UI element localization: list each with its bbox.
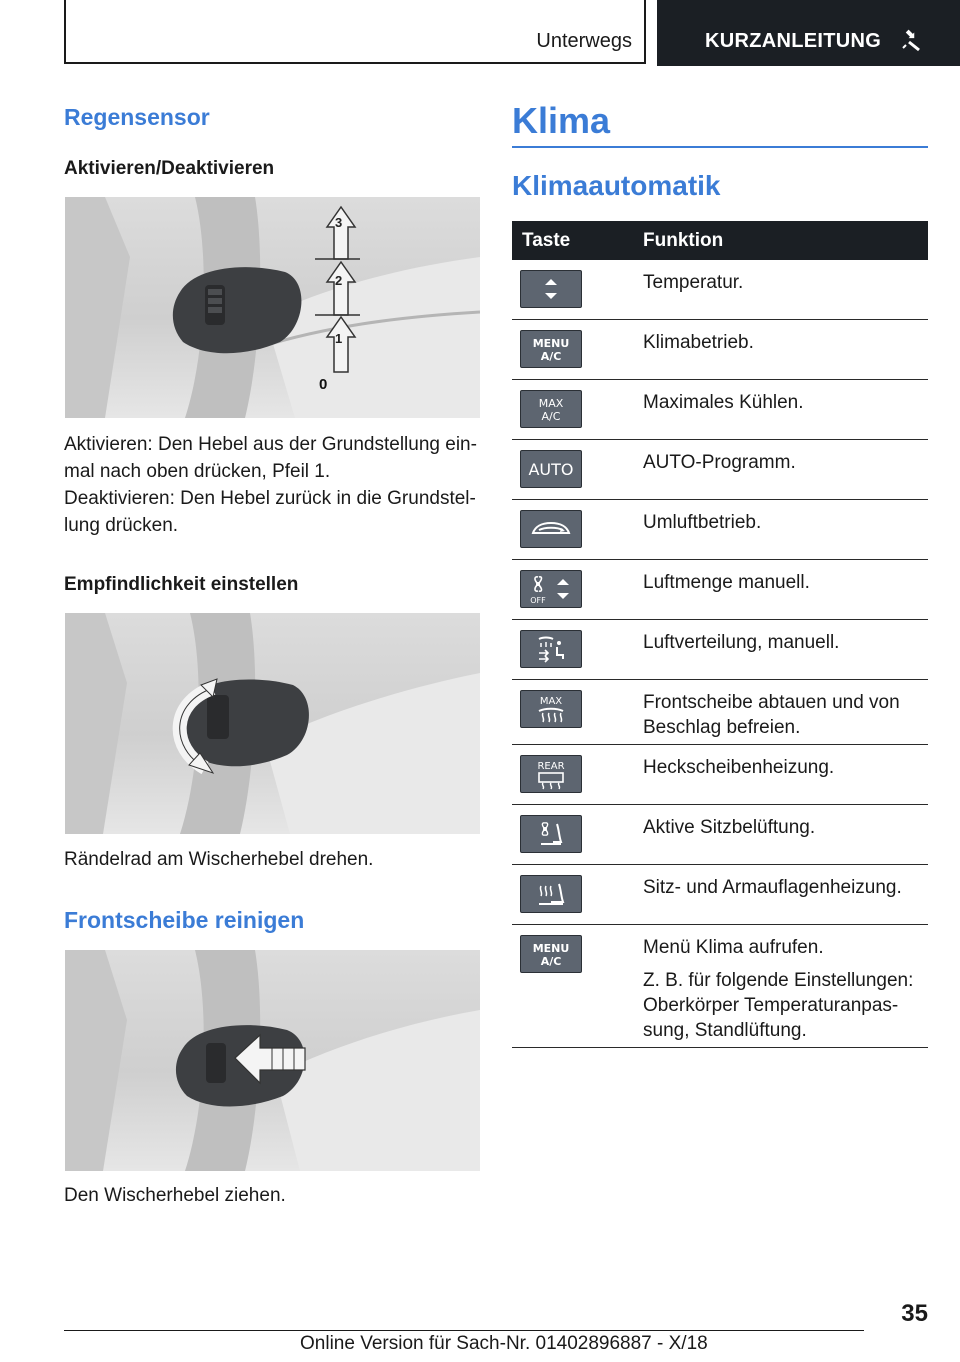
table-row xyxy=(512,865,928,925)
windshield-caption: Den Wischerhebel ziehen. xyxy=(64,1185,286,1206)
row-function-text: Luftmenge manuell. xyxy=(643,572,810,593)
table-row xyxy=(512,500,928,560)
klima-heading: Klima xyxy=(512,100,611,141)
recirculation-icon xyxy=(521,511,581,547)
svg-text:MENU: MENU xyxy=(532,337,570,350)
activate-paragraph-line-2: mal nach oben drücken, Pfeil 1. xyxy=(64,461,331,482)
deactivate-paragraph xyxy=(64,485,484,539)
svg-text:REAR: REAR xyxy=(537,761,565,772)
klimaautomatik-heading: Klimaautomatik xyxy=(512,170,721,201)
header-guide-title: KURZANLEITUNG xyxy=(705,30,882,52)
wiper-lever-photo-pull xyxy=(65,950,480,1171)
deactivate-paragraph-line-2: lung drücken. xyxy=(64,515,179,536)
climate-controls-table xyxy=(512,221,928,1048)
klima-heading-rule xyxy=(512,146,928,148)
figure-mark-0: 0 xyxy=(319,376,328,393)
table-row xyxy=(512,320,928,380)
table-row xyxy=(512,805,928,865)
footer-rule xyxy=(64,1330,864,1331)
svg-text:MENU: MENU xyxy=(532,942,570,955)
svg-text:A/C: A/C xyxy=(540,955,562,968)
table-row xyxy=(512,925,928,1048)
table-row xyxy=(512,440,928,500)
max-ac-button xyxy=(520,390,582,428)
temperature-button xyxy=(520,270,582,308)
svg-text:MAX: MAX xyxy=(538,397,564,410)
row-function-text: Menü Klima aufrufen. Z. B. für folgende Einstellungen: Oberkörper Temperaturanpas-sung, Standlüftung. xyxy=(643,937,914,1041)
row-function-text: Umluftbetrieb. xyxy=(643,512,762,533)
auto-button xyxy=(520,450,582,488)
sensitivity-subheading: Empfindlichkeit einstellen xyxy=(64,574,299,595)
rear-defrost-button xyxy=(520,755,582,793)
figure-mark-1: 1 xyxy=(335,331,343,346)
row-function-text: Maximales Kühlen. xyxy=(643,392,804,413)
fan-off-icon xyxy=(521,571,581,607)
row-function-text: Sitz- und Armauflagenheizung. xyxy=(643,877,902,898)
row-function-text: Heckscheibenheizung. xyxy=(643,757,835,778)
menu-ac-button xyxy=(520,330,582,368)
table-row xyxy=(512,380,928,440)
max-defrost-button xyxy=(520,690,582,728)
menu-ac-icon xyxy=(521,331,581,367)
table-row xyxy=(512,680,928,745)
header-guide-tab xyxy=(657,0,960,66)
seat-ventilation-icon xyxy=(521,816,581,852)
seat-heating-button xyxy=(520,875,582,913)
online-version-note: Online Version für Sach-Nr. 01402896887 - X/18 xyxy=(300,1333,708,1354)
auto-icon xyxy=(521,451,581,487)
row-function-text: Frontscheibe abtauen und von Beschlag befreien. xyxy=(643,692,900,738)
svg-text:MAX: MAX xyxy=(539,696,563,707)
column-header-function: Funktion xyxy=(643,230,724,251)
column-header-key: Taste xyxy=(522,230,571,251)
regensensor-heading: Regensensor xyxy=(64,104,210,130)
row-function-text: Luftverteilung, manuell. xyxy=(643,632,840,653)
row-function-text: Klimabetrieb. xyxy=(643,332,754,353)
svg-text:A/C: A/C xyxy=(541,410,561,423)
seat-heating-icon xyxy=(521,876,581,912)
figure-mark-3: 3 xyxy=(335,215,343,230)
table-row xyxy=(512,560,928,620)
row-function-text: Temperatur. xyxy=(643,272,744,293)
figure-mark-2: 2 xyxy=(335,273,343,288)
max-ac-icon xyxy=(521,391,581,427)
svg-text:OFF: OFF xyxy=(530,596,546,605)
activate-paragraph xyxy=(64,431,484,485)
air-distribution-button xyxy=(520,630,582,668)
fan-button xyxy=(520,570,582,608)
sensitivity-caption: Rändelrad am Wischerhebel drehen. xyxy=(64,849,374,870)
seat-ventilation-button xyxy=(520,815,582,853)
svg-text:AUTO: AUTO xyxy=(528,460,574,479)
row-function-text: AUTO-Programm. xyxy=(643,452,796,473)
wiper-lever-photo-activate xyxy=(65,197,480,418)
quick-guide-icon xyxy=(897,28,923,59)
deactivate-paragraph-line-1: Deaktivieren: Den Hebel zurück in die Grundstel- xyxy=(64,488,476,509)
header-section-title: Unterwegs xyxy=(536,30,632,52)
recirculation-button xyxy=(520,510,582,548)
table-row xyxy=(512,620,928,680)
table-row xyxy=(512,745,928,805)
row-function-text: Aktive Sitzbelüftung. xyxy=(643,817,816,838)
wiper-lever-photo-sensitivity xyxy=(65,613,480,834)
table-row xyxy=(512,260,928,320)
rear-defrost-icon xyxy=(521,756,581,792)
header-section-box xyxy=(64,0,646,64)
windshield-heading: Frontscheibe reinigen xyxy=(64,907,305,933)
menu-ac-button xyxy=(520,935,582,973)
table-header xyxy=(512,221,928,260)
svg-text:A/C: A/C xyxy=(540,350,562,363)
menu-ac-icon xyxy=(521,936,581,972)
max-defrost-icon xyxy=(521,691,581,727)
activate-paragraph-line-1: Aktivieren: Den Hebel aus der Grundstellung ein- xyxy=(64,434,477,455)
page-number: 35 xyxy=(901,1300,928,1327)
activate-subheading: Aktivieren/Deaktivieren xyxy=(64,158,275,179)
temperature-arrows-icon xyxy=(521,271,581,307)
air-distribution-icon xyxy=(521,631,581,667)
